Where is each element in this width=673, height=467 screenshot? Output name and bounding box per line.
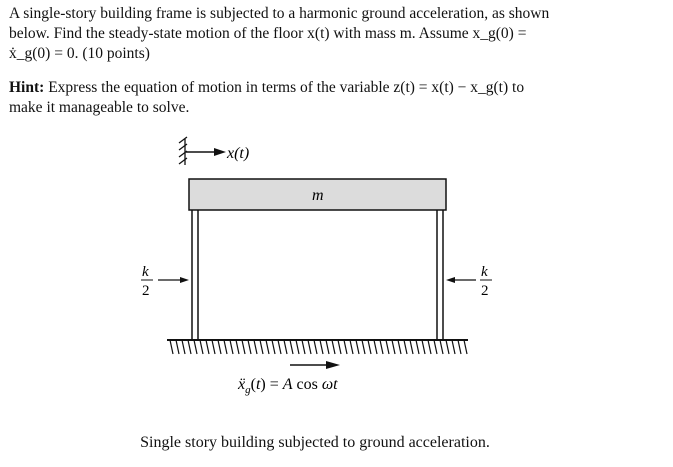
ground-hatch-line bbox=[440, 340, 443, 354]
ground-hatch-line bbox=[458, 340, 461, 354]
ground-hatch-line bbox=[272, 340, 275, 354]
problem-line-2: below. Find the steady-state motion of the floor x(t) with mass m. Assume x_g(0) = bbox=[9, 25, 527, 42]
ground-hatch-line bbox=[302, 340, 305, 354]
displacement-arrowhead bbox=[214, 148, 226, 156]
ground-hatch-line bbox=[434, 340, 437, 354]
ground-hatch-line bbox=[206, 340, 209, 354]
ground-hatch-line bbox=[296, 340, 299, 354]
ground-hatching bbox=[170, 340, 467, 354]
stiffness-right-num: k bbox=[481, 264, 488, 280]
ground-hatch-line bbox=[356, 340, 359, 354]
ground-hatch-line bbox=[170, 340, 173, 354]
ground-hatch-line bbox=[182, 340, 185, 354]
problem-line-1: A single-story building frame is subjected to a harmonic ground acceleration, as shown bbox=[9, 5, 550, 22]
ground-hatch-line bbox=[428, 340, 431, 354]
ground-hatch-line bbox=[446, 340, 449, 354]
reference-hatch bbox=[179, 137, 187, 165]
ground-hatch-line bbox=[278, 340, 281, 354]
stiffness-right-den: 2 bbox=[481, 283, 489, 299]
ground-hatch-line bbox=[188, 340, 191, 354]
ground-hatch-line bbox=[248, 340, 251, 354]
ground-hatch-line bbox=[410, 340, 413, 354]
ground-hatch-line bbox=[284, 340, 287, 354]
ground-hatch-line bbox=[218, 340, 221, 354]
ground-hatch-line bbox=[380, 340, 383, 354]
stiffness-right bbox=[446, 264, 492, 299]
left-column bbox=[192, 210, 198, 340]
ground-hatch-line bbox=[338, 340, 341, 354]
ground-hatch-line bbox=[212, 340, 215, 354]
ground-hatch-line bbox=[362, 340, 365, 354]
displacement-label: x(t) bbox=[227, 145, 250, 162]
ground-hatch-line bbox=[308, 340, 311, 354]
ground-hatch-line bbox=[176, 340, 179, 354]
stiffness-left-num: k bbox=[142, 264, 149, 280]
ground-hatch-line bbox=[392, 340, 395, 354]
ground-hatch-line bbox=[344, 340, 347, 354]
hint-label: Hint: bbox=[9, 79, 45, 96]
ground-hatch-line bbox=[200, 340, 203, 354]
problem-line-3: ẋ_g(0) = 0. (10 points) bbox=[9, 45, 150, 62]
ground-hatch-line bbox=[374, 340, 377, 354]
ground-hatch-line bbox=[464, 340, 467, 354]
ground-hatch-line bbox=[320, 340, 323, 354]
ground-hatch-line bbox=[422, 340, 425, 354]
hint-text-1: Express the equation of motion in terms of the variable z(t) = x(t) − x_g(t) to bbox=[48, 79, 525, 96]
ground-hatch-line bbox=[326, 340, 329, 354]
ground-accel-label: ẍ$_g$(t) = A cos ωt bbox=[238, 376, 338, 396]
ground-hatch-line bbox=[260, 340, 263, 354]
ground-hatch-line bbox=[194, 340, 197, 354]
mass-label: m bbox=[312, 187, 324, 204]
stiffness-left bbox=[141, 264, 189, 299]
ground-hatch-line bbox=[404, 340, 407, 354]
hint-line-2: make it manageable to solve. bbox=[9, 99, 190, 116]
ground-hatch-line bbox=[368, 340, 371, 354]
ground-hatch-line bbox=[314, 340, 317, 354]
ground-hatch-line bbox=[242, 340, 245, 354]
ground-hatch-line bbox=[332, 340, 335, 354]
ground-hatch-line bbox=[350, 340, 353, 354]
ground-hatch-line bbox=[266, 340, 269, 354]
ground-hatch-line bbox=[290, 340, 293, 354]
ground-hatch-line bbox=[254, 340, 257, 354]
ground-hatch-line bbox=[230, 340, 233, 354]
ground-hatch-line bbox=[224, 340, 227, 354]
ground-hatch-line bbox=[236, 340, 239, 354]
right-column bbox=[437, 210, 443, 340]
figure-caption: Single story building subjected to ground acceleration. bbox=[140, 434, 490, 451]
ground-accel-arrowhead bbox=[326, 361, 340, 369]
stiffness-left-den: 2 bbox=[142, 283, 150, 299]
ground-hatch-line bbox=[452, 340, 455, 354]
ground-hatch-line bbox=[398, 340, 401, 354]
ground-hatch-line bbox=[416, 340, 419, 354]
ground-hatch-line bbox=[386, 340, 389, 354]
